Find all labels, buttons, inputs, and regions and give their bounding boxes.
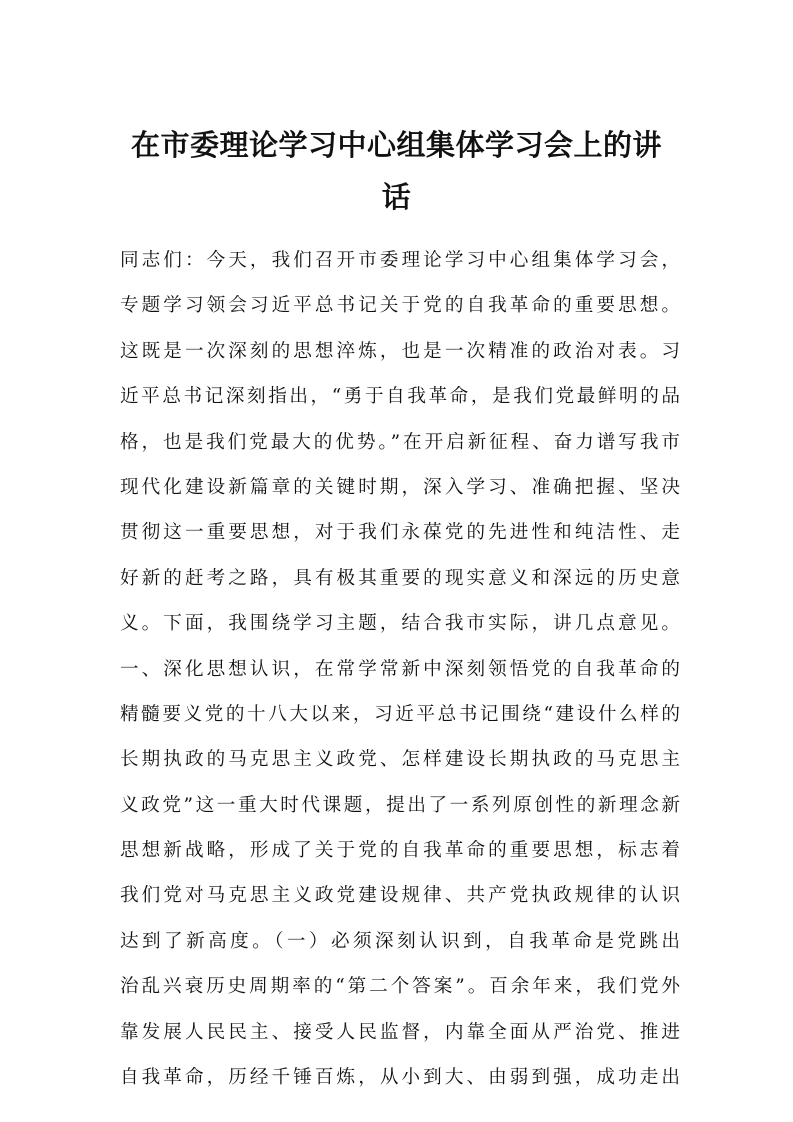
body-text-line: 思想新战略，形成了关于党的自我革命的重要思想，标志着 [120, 840, 680, 862]
body-text-line: 治乱兴衰历史周期率的“第二个答案”。百余年来，我们党外 [120, 976, 680, 998]
body-text-line: 一、深化思想认识，在常学常新中深刻领悟党的自我革命的 [120, 658, 680, 680]
body-text-line: 靠发展人民民主、接受人民监督，内靠全面从严治党、推进 [120, 1021, 680, 1043]
body-text-line: 我们党对马克思主义政党建设规律、共产党执政规律的认识 [120, 885, 680, 907]
body-text-line: 达到了新高度。（一）必须深刻认识到，自我革命是党跳出 [120, 930, 680, 952]
body-text-line: 贯彻这一重要思想，对于我们永葆党的先进性和纯洁性、走 [120, 522, 680, 544]
document-title-line-2: 话 [381, 180, 412, 214]
body-text-line: 近平总书记深刻指出，“勇于自我革命，是我们党最鲜明的品 [120, 386, 680, 408]
document-body [120, 238, 680, 1100]
body-text-line: 义政党”这一重大时代课题，提出了一系列原创性的新理念新 [120, 794, 680, 816]
body-text-line: 同志们：今天，我们召开市委理论学习中心组集体学习会， [120, 250, 680, 271]
body-text-line: 格，也是我们党最大的优势。”在开启新征程、奋力谱写我市 [120, 431, 680, 453]
body-text-line: 这既是一次深刻的思想淬炼，也是一次精准的政治对表。习 [120, 340, 680, 362]
body-text-line: 自我革命，历经千锤百炼，从小到大、由弱到强，成功走出 [120, 1067, 680, 1089]
document-title-line-1: 在市委理论学习中心组集体学习会上的讲 [130, 128, 662, 162]
body-text-line: 精髓要义党的十八大以来，习近平总书记围绕“建设什么样的 [120, 703, 680, 725]
body-text-line: 专题学习领会习近平总书记关于党的自我革命的重要思想。 [120, 295, 680, 317]
body-text-line: 义。下面，我围绕学习主题，结合我市实际，讲几点意见。 [120, 613, 680, 635]
body-text-line: 好新的赶考之路，具有极其重要的现实意义和深远的历史意 [120, 567, 680, 589]
body-text-line: 现代化建设新篇章的关键时期，深入学习、准确把握、坚决 [120, 476, 680, 498]
body-text-line: 长期执政的马克思主义政党、怎样建设长期执政的马克思主 [120, 749, 680, 771]
